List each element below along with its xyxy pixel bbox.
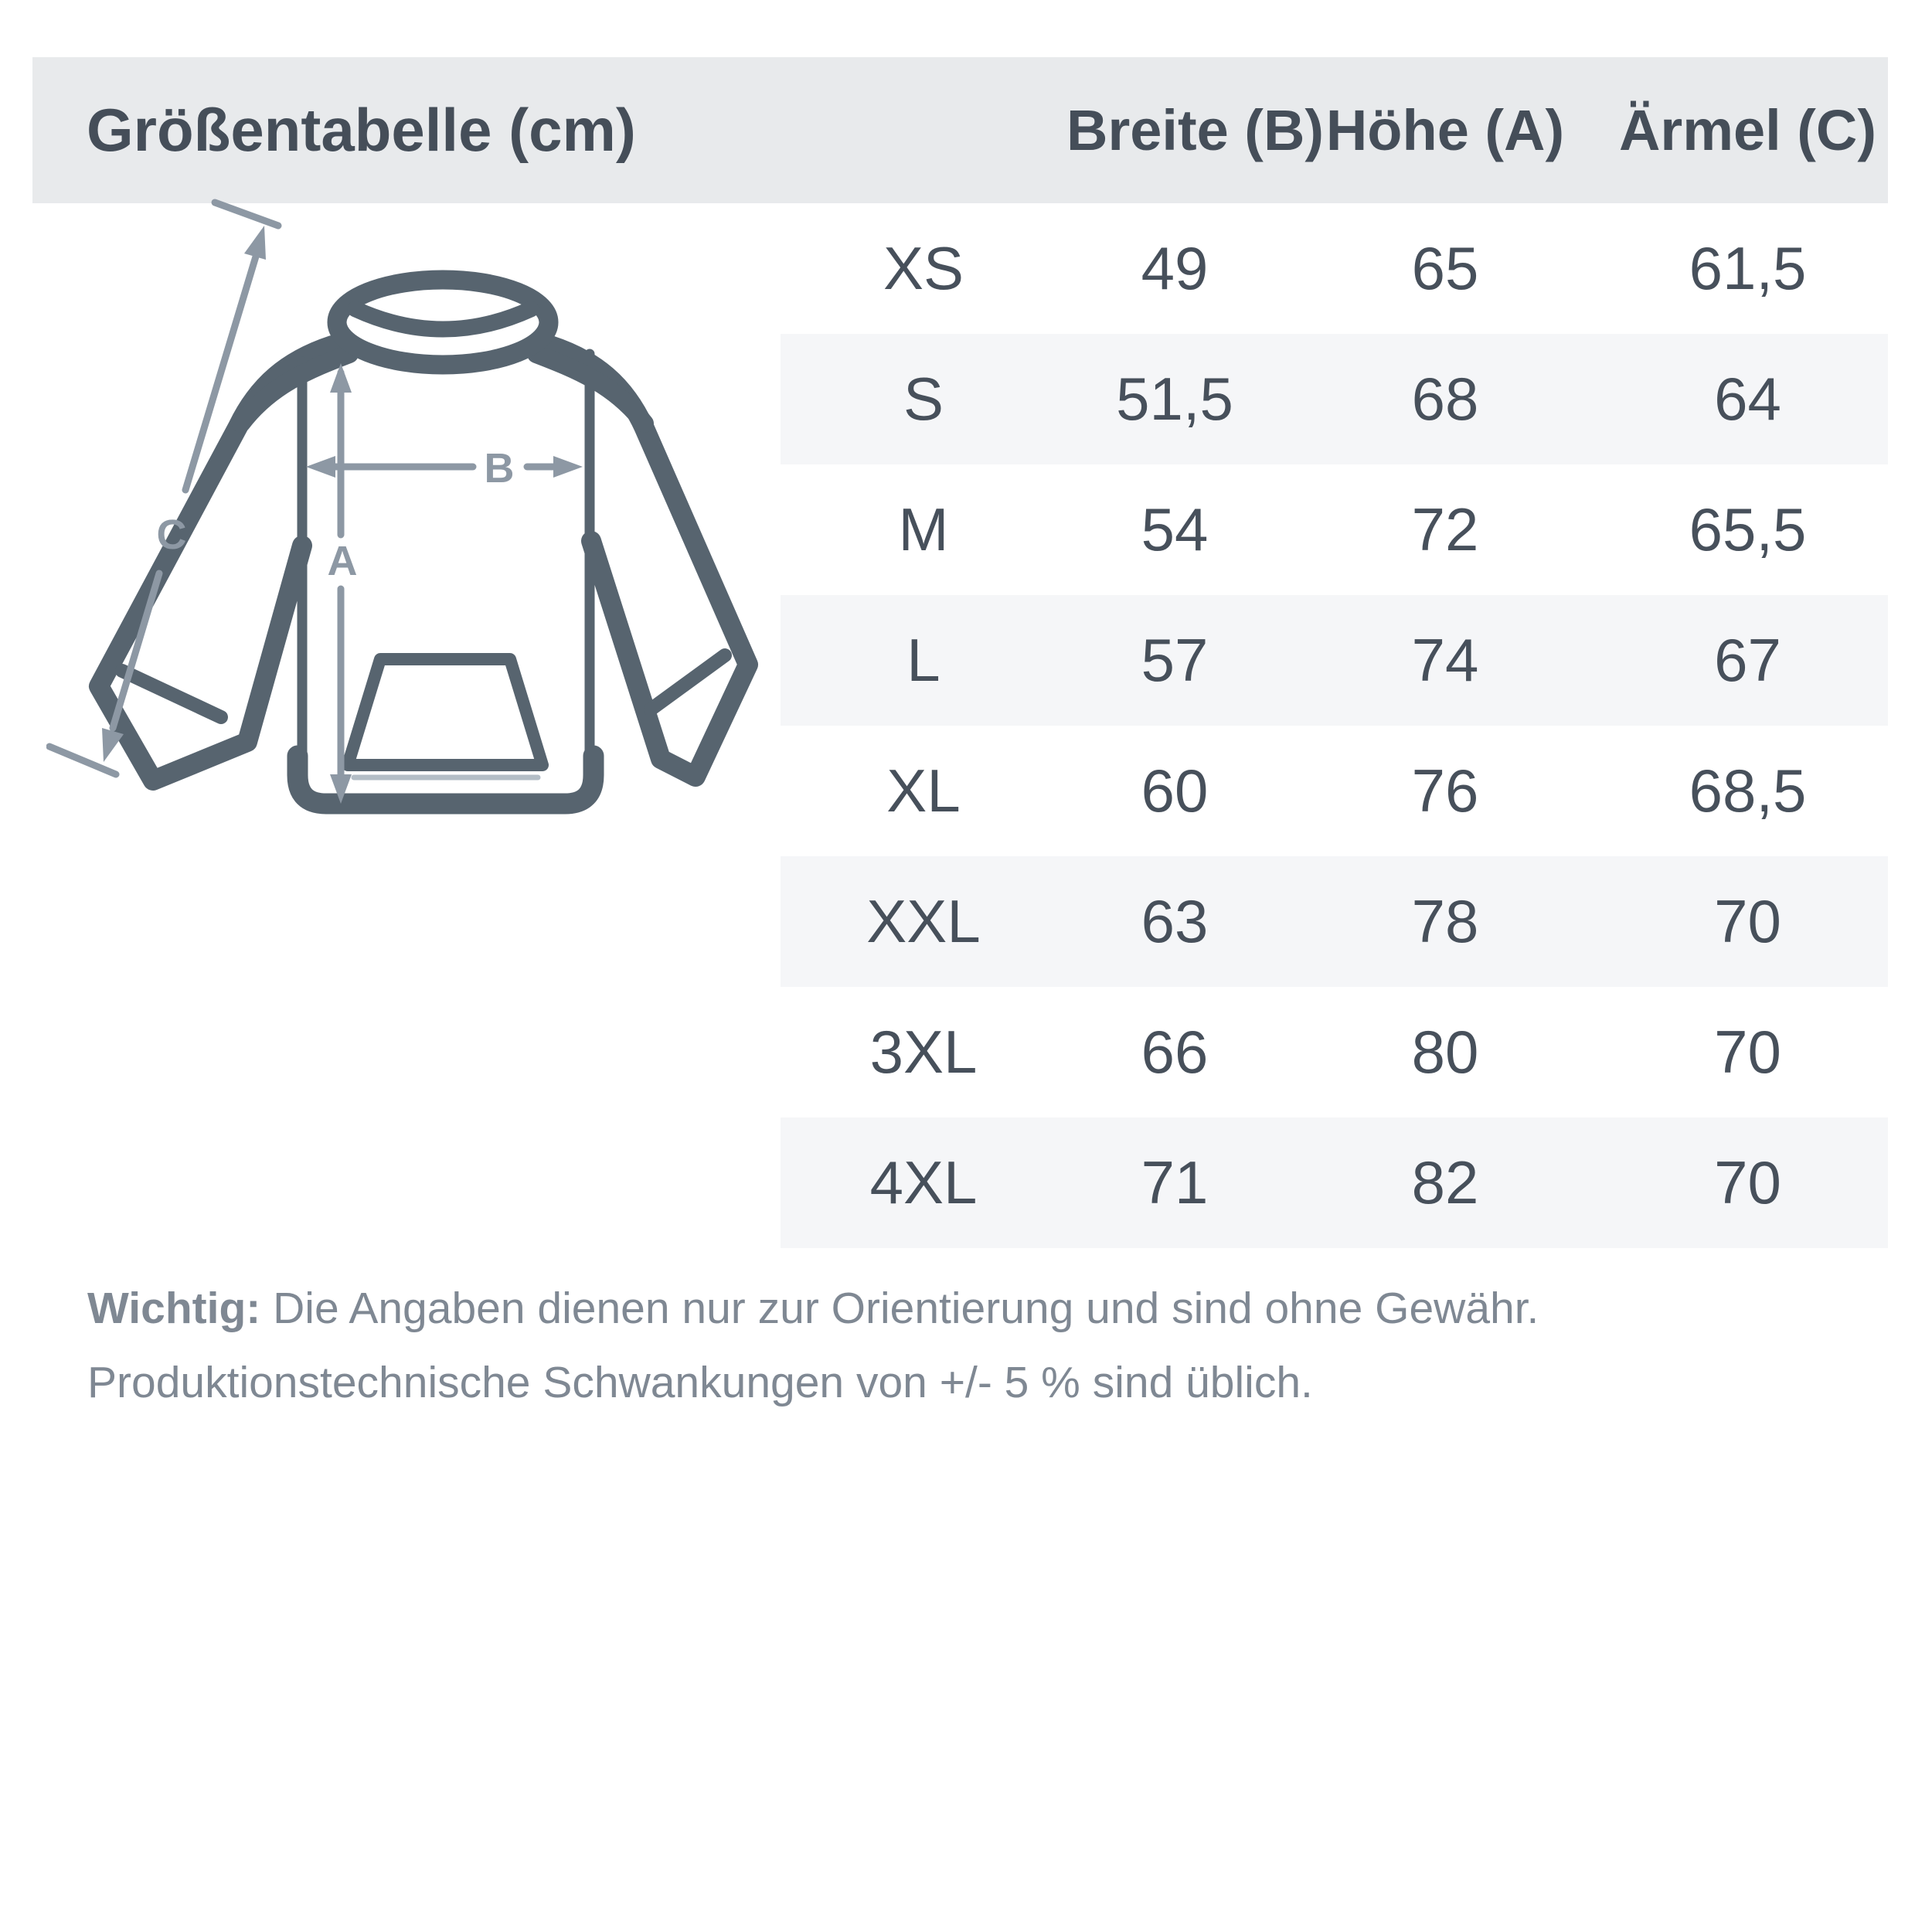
table-row-xl (781, 726, 1888, 856)
disclaimer-note (87, 1271, 1880, 1420)
right-cuff-seam (651, 655, 725, 709)
breite-value: 66 (1141, 1018, 1209, 1086)
table-header-bar (32, 57, 1888, 203)
breite-value: 57 (1141, 626, 1209, 694)
disclaimer-text-1: Die Angaben dienen nur zur Orientierung und sind ohne Gewähr. (260, 1284, 1539, 1333)
size-label: S (903, 365, 944, 433)
aermel-value: 61,5 (1689, 234, 1807, 302)
column-header-hoehe: Höhe (A) (1325, 98, 1565, 162)
table-row-xs (781, 203, 1888, 334)
label-b: B (484, 445, 515, 492)
hoehe-value: 65 (1411, 234, 1479, 302)
column-header-breite: Breite (B) (1066, 98, 1325, 162)
table-row-3xl (781, 987, 1888, 1117)
size-label: XXL (866, 887, 981, 955)
hoehe-value: 72 (1411, 495, 1479, 563)
table-row-xxl (781, 856, 1888, 987)
breite-value: 60 (1141, 757, 1209, 825)
page-title: Größentabelle (cm) (87, 96, 636, 164)
tick-c-top (215, 202, 278, 226)
size-label: 3XL (869, 1018, 978, 1086)
column-headers (781, 57, 1888, 203)
breite-value: 51,5 (1116, 365, 1233, 433)
hoehe-value: 82 (1411, 1148, 1479, 1216)
disclaimer-bold-label: Wichtig: (87, 1284, 261, 1333)
column-header-aermel: Ärmel (C) (1618, 98, 1877, 162)
label-a: A (327, 538, 358, 584)
aermel-value: 70 (1714, 1018, 1781, 1086)
size-label: XS (883, 234, 964, 302)
aermel-value: 70 (1714, 887, 1781, 955)
breite-value: 63 (1141, 887, 1209, 955)
hoehe-value: 74 (1411, 626, 1479, 694)
size-label: L (906, 626, 940, 694)
aermel-value: 64 (1714, 365, 1781, 433)
breite-value: 49 (1141, 234, 1209, 302)
disclaimer-line-1 (87, 1271, 1880, 1345)
label-c: C (156, 512, 187, 558)
aermel-value: 70 (1714, 1148, 1781, 1216)
left-cuff-seam (122, 671, 221, 717)
table-row-l (781, 595, 1888, 726)
size-label: XL (886, 757, 961, 825)
hoehe-value: 80 (1411, 1018, 1479, 1086)
hoehe-value: 76 (1411, 757, 1479, 825)
size-label: 4XL (869, 1148, 978, 1216)
size-label: M (898, 495, 949, 563)
kangaroo-pocket (348, 659, 543, 765)
table-row-s (781, 334, 1888, 464)
aermel-value: 67 (1714, 626, 1781, 694)
breite-value: 71 (1141, 1148, 1209, 1216)
arrow-b (306, 456, 583, 478)
table-row-m (781, 464, 1888, 595)
hoodie-measurement-diagram (46, 193, 819, 850)
breite-value: 54 (1141, 495, 1209, 563)
aermel-value: 68,5 (1689, 757, 1807, 825)
aermel-value: 65,5 (1689, 495, 1807, 563)
disclaimer-line-2: Produktionstechnische Schwankungen von +/- 5 % sind üblich. (87, 1358, 1313, 1407)
hoehe-value: 68 (1411, 365, 1479, 433)
hoehe-value: 78 (1411, 887, 1479, 955)
table-row-4xl (781, 1117, 1888, 1248)
